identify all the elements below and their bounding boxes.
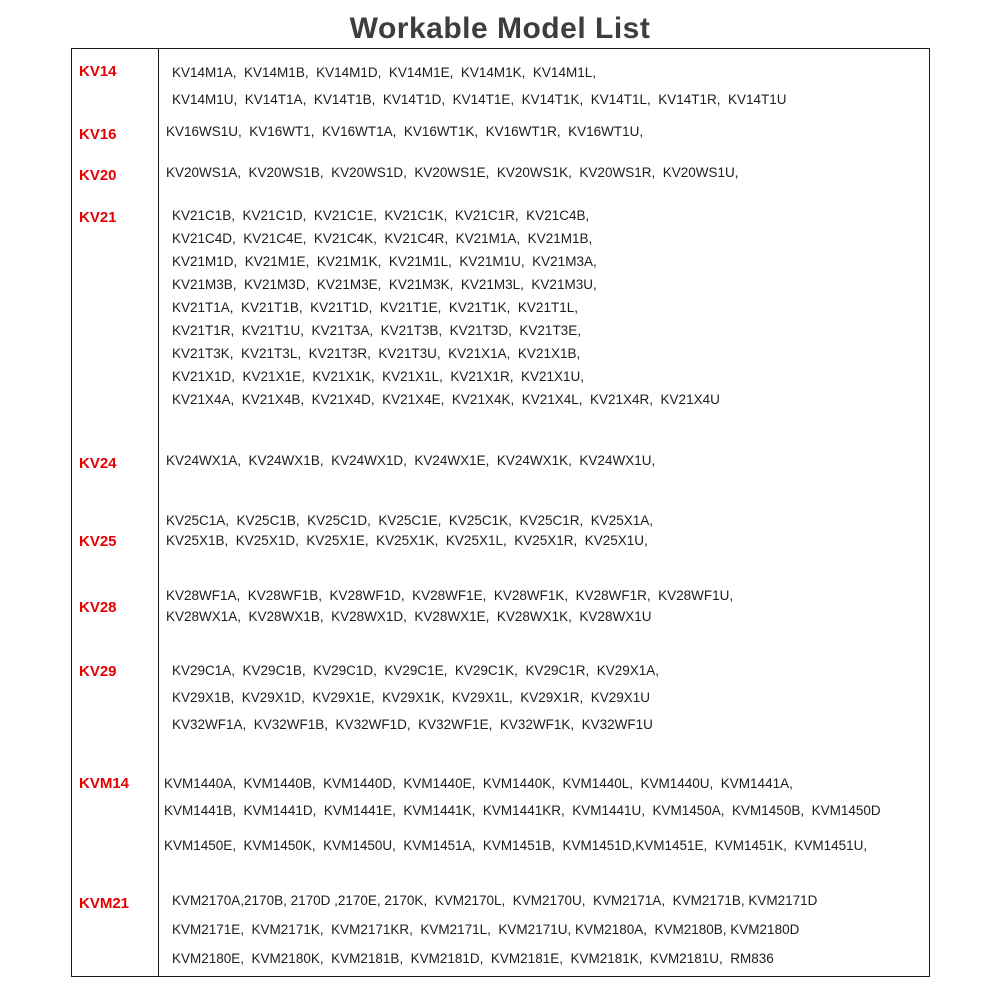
model-line: KV20WS1A, KV20WS1B, KV20WS1D, KV20WS1E, KV20WS1K, KV20WS1R, KV20WS1U, (166, 165, 739, 180)
model-line: KV29C1A, KV29C1B, KV29C1D, KV29C1E, KV29C1K, KV29C1R, KV29X1A, (172, 663, 660, 678)
model-line: KV21C1B, KV21C1D, KV21C1E, KV21C1K, KV21C1R, KV21C4B, (172, 208, 590, 223)
group-label-kv29: KV29 (72, 642, 159, 754)
model-table (71, 48, 930, 977)
model-line: KV14M1A, KV14M1B, KV14M1D, KV14M1E, KV14M1K, KV14M1L, (172, 65, 596, 80)
model-group-kv20 (72, 153, 929, 194)
model-group-kv21 (72, 194, 929, 431)
group-label-kv24: KV24 (72, 431, 159, 491)
model-line: KVM2170A,2170B, 2170D ,2170E, 2170K, KVM2170L, KVM2170U, KVM2171A, KVM2171B, KVM2171D (172, 893, 818, 908)
model-group-kvm14 (72, 754, 929, 872)
model-line: KVM2180E, KVM2180K, KVM2181B, KVM2181D, KVM2181E, KVM2181K, KVM2181U, RM836 (172, 951, 774, 966)
model-lines-kv14 (159, 49, 929, 113)
model-lines-kv21 (159, 194, 929, 431)
model-lines-kv24 (159, 431, 929, 491)
model-line: KV21M1D, KV21M1E, KV21M1K, KV21M1L, KV21M1U, KV21M3A, (172, 254, 597, 269)
model-lines-kv25 (159, 491, 929, 568)
model-lines-kv28 (159, 568, 929, 642)
group-label-kv28: KV28 (72, 568, 159, 642)
model-line: KV21X4A, KV21X4B, KV21X4D, KV21X4E, KV21X4K, KV21X4L, KV21X4R, KV21X4U (172, 392, 720, 407)
model-group-kv29 (72, 642, 929, 754)
group-label-kvm21: KVM21 (72, 872, 159, 976)
model-group-kvm21 (72, 872, 929, 976)
model-line: KVM2171E, KVM2171K, KVM2171KR, KVM2171L, KVM2171U, KVM2180A, KVM2180B, KVM2180D (172, 922, 800, 937)
model-line: KV14M1U, KV14T1A, KV14T1B, KV14T1D, KV14T1E, KV14T1K, KV14T1L, KV14T1R, KV14T1U (172, 92, 787, 107)
model-line: KVM1450E, KVM1450K, KVM1450U, KVM1451A, KVM1451B, KVM1451D,KVM1451E, KVM1451K, KVM1451U, (164, 838, 868, 853)
model-line: KV32WF1A, KV32WF1B, KV32WF1D, KV32WF1E, KV32WF1K, KV32WF1U (172, 717, 653, 732)
model-lines-kvm21 (159, 872, 929, 976)
model-line: KV28WX1A, KV28WX1B, KV28WX1D, KV28WX1E, KV28WX1K, KV28WX1U (166, 609, 652, 624)
model-line: KV24WX1A, KV24WX1B, KV24WX1D, KV24WX1E, KV24WX1K, KV24WX1U, (166, 453, 656, 468)
model-line: KV25C1A, KV25C1B, KV25C1D, KV25C1E, KV25C1K, KV25C1R, KV25X1A, (166, 513, 654, 528)
group-label-kv21: KV21 (72, 194, 159, 431)
model-line: KV21T3K, KV21T3L, KV21T3R, KV21T3U, KV21X1A, KV21X1B, (172, 346, 581, 361)
model-line: KV21M3B, KV21M3D, KV21M3E, KV21M3K, KV21M3L, KV21M3U, (172, 277, 597, 292)
model-line: KV21C4D, KV21C4E, KV21C4K, KV21C4R, KV21M1A, KV21M1B, (172, 231, 593, 246)
model-line: KV29X1B, KV29X1D, KV29X1E, KV29X1K, KV29X1L, KV29X1R, KV29X1U (172, 690, 651, 705)
model-lines-kvm14 (159, 754, 929, 872)
model-line: KV25X1B, KV25X1D, KV25X1E, KV25X1K, KV25X1L, KV25X1R, KV25X1U, (166, 533, 648, 548)
group-label-kv20: KV20 (72, 153, 159, 194)
model-lines-kv20 (159, 153, 929, 194)
model-line: KVM1441B, KVM1441D, KVM1441E, KVM1441K, KVM1441KR, KVM1441U, KVM1450A, KVM1450B, KVM1450D (164, 803, 881, 818)
group-label-kvm14: KVM14 (72, 754, 159, 872)
model-group-kv28 (72, 568, 929, 642)
group-label-kv14: KV14 (72, 49, 159, 113)
model-line: KV21T1A, KV21T1B, KV21T1D, KV21T1E, KV21T1K, KV21T1L, (172, 300, 578, 315)
model-line: KV21T1R, KV21T1U, KV21T3A, KV21T3B, KV21T3D, KV21T3E, (172, 323, 581, 338)
model-group-kv14 (72, 49, 929, 113)
model-line: KV21X1D, KV21X1E, KV21X1K, KV21X1L, KV21X1R, KV21X1U, (172, 369, 585, 384)
model-lines-kv16 (159, 113, 929, 153)
model-group-kv16 (72, 113, 929, 153)
page-title: Workable Model List (349, 12, 651, 45)
group-label-kv25: KV25 (72, 491, 159, 568)
model-line: KVM1440A, KVM1440B, KVM1440D, KVM1440E, KVM1440K, KVM1440L, KVM1440U, KVM1441A, (164, 776, 793, 791)
group-label-kv16: KV16 (72, 113, 159, 153)
model-line: KV28WF1A, KV28WF1B, KV28WF1D, KV28WF1E, KV28WF1K, KV28WF1R, KV28WF1U, (166, 588, 734, 603)
model-group-kv25 (72, 491, 929, 568)
model-group-kv24 (72, 431, 929, 491)
model-lines-kv29 (159, 642, 929, 754)
model-line: KV16WS1U, KV16WT1, KV16WT1A, KV16WT1K, KV16WT1R, KV16WT1U, (166, 124, 644, 139)
